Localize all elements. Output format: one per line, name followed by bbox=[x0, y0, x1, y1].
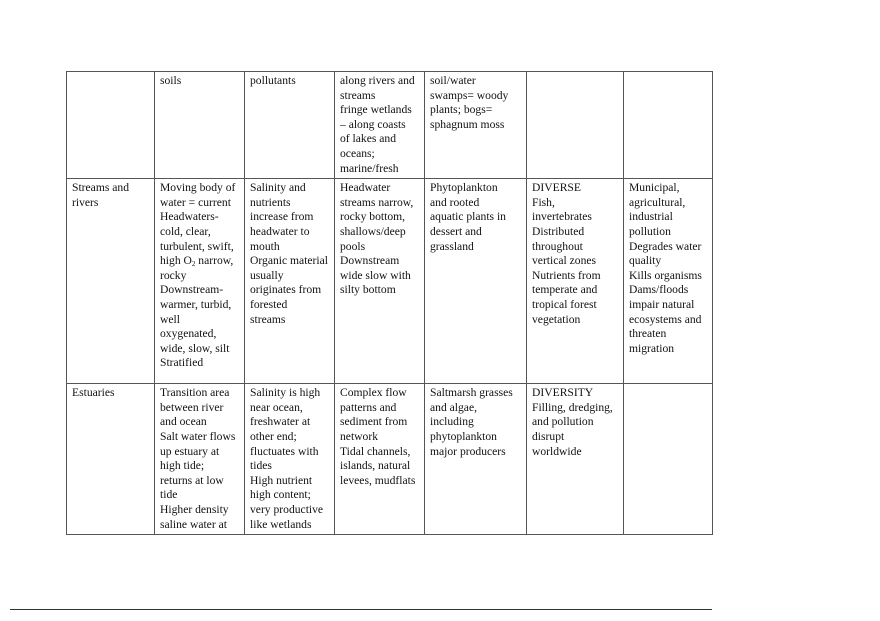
cell-text-line: and rooted bbox=[430, 195, 480, 209]
table-cell bbox=[155, 72, 245, 179]
cell-text-line: like wetlands bbox=[250, 517, 312, 531]
cell-text-line: rivers bbox=[72, 195, 99, 209]
cell-text-line: Saltmarsh grasses bbox=[430, 386, 513, 400]
cell-text-line: dessert and bbox=[430, 224, 482, 238]
cell-text-line: usually bbox=[250, 268, 284, 282]
cell-text-line: pollutants bbox=[250, 74, 296, 87]
table-row bbox=[67, 384, 713, 535]
cell-text-line: soils bbox=[160, 74, 182, 87]
cell-text-line: up estuary at bbox=[160, 444, 220, 458]
cell-text-line: turbulent, swift, bbox=[160, 239, 234, 253]
cell-text-line: temperate and bbox=[532, 283, 598, 297]
cell-text-line: Estuaries bbox=[72, 386, 115, 400]
cell-text-line: wide, slow, silt bbox=[160, 341, 230, 355]
cell-text-line: DIVERSE bbox=[532, 181, 581, 195]
cell-text-line: rocky bbox=[160, 268, 187, 282]
table-cell bbox=[527, 179, 624, 384]
cell-text-line: agricultural, bbox=[629, 195, 686, 209]
table-cell bbox=[335, 72, 425, 179]
cell-text-line: Downstream- bbox=[160, 283, 224, 297]
cell-text-line: streams bbox=[250, 312, 286, 326]
cell-text-line: Degrades water bbox=[629, 239, 702, 253]
table-cell bbox=[624, 72, 713, 179]
cell-text-line: high tide; bbox=[160, 459, 205, 473]
cell-text-line: worldwide bbox=[532, 444, 582, 458]
cell-text-line: warmer, turbid, bbox=[160, 297, 232, 311]
cell-text-line: industrial bbox=[629, 210, 673, 224]
cell-text-line: streams narrow, bbox=[340, 195, 414, 209]
table-cell bbox=[624, 384, 713, 535]
table-cell bbox=[245, 384, 335, 535]
cell-text-line: Streams and bbox=[72, 181, 129, 195]
cell-text-line: plants; bogs= bbox=[430, 103, 493, 117]
cell-text-line: and ocean bbox=[160, 415, 207, 429]
table-cell bbox=[67, 179, 155, 384]
cell-text-line: high $O_2$ narrow, bbox=[160, 254, 234, 269]
subscript: 2 bbox=[191, 260, 196, 269]
cell-text-line: Filling, dredging, bbox=[532, 400, 613, 414]
table-cell bbox=[245, 179, 335, 384]
cell-text-line: marine/fresh bbox=[340, 161, 399, 175]
cell-text-line: vegetation bbox=[532, 312, 581, 326]
cell-text-line: swamps= woody bbox=[430, 88, 509, 102]
cell-text-line: Organic material bbox=[250, 254, 329, 268]
cell-text-line: ecosystems and bbox=[629, 312, 702, 326]
cell-text-line: patterns and bbox=[340, 400, 397, 414]
cell-text-line: Downstream bbox=[340, 254, 400, 268]
cell-text-line: water = current bbox=[160, 195, 231, 209]
cell-text-line: originates from bbox=[250, 283, 322, 297]
cell-text-line: freshwater at bbox=[250, 415, 311, 429]
cell-text-line: very productive bbox=[250, 502, 324, 516]
cell-text-line: saline water at bbox=[160, 517, 227, 531]
cell-text-line: Higher density bbox=[160, 502, 229, 516]
table-cell bbox=[527, 72, 624, 179]
cell-text-line: Stratified bbox=[160, 356, 204, 370]
table-cell bbox=[425, 384, 527, 535]
cell-text-line: of lakes and bbox=[340, 132, 397, 146]
cell-text-line: sphagnum moss bbox=[430, 117, 505, 131]
footer-rule bbox=[10, 609, 712, 610]
table-cell bbox=[155, 384, 245, 535]
cell-text-line: tide bbox=[160, 488, 178, 502]
cell-text-line: and algae, bbox=[430, 400, 477, 414]
table-cell bbox=[155, 179, 245, 384]
cell-text-line: disrupt bbox=[532, 429, 565, 443]
table-cell bbox=[335, 179, 425, 384]
cell-text-line: rocky bottom, bbox=[340, 210, 406, 224]
cell-text-line: along rivers and bbox=[340, 74, 415, 87]
ecosystem-table bbox=[66, 71, 713, 535]
cell-text-line: fringe wetlands bbox=[340, 103, 412, 117]
cell-text-line: fluctuates with bbox=[250, 444, 319, 458]
cell-text-line: other end; bbox=[250, 429, 297, 443]
cell-text-line: aquatic plants in bbox=[430, 210, 506, 224]
cell-text-line: migration bbox=[629, 341, 675, 355]
cell-text-line: oxygenated, bbox=[160, 327, 217, 341]
cell-text-line: high content; bbox=[250, 488, 311, 502]
cell-text-line: Distributed bbox=[532, 224, 585, 238]
cell-text-line: forested bbox=[250, 297, 288, 311]
cell-text-line: throughout bbox=[532, 239, 583, 253]
cell-text-line: returns at low bbox=[160, 473, 224, 487]
cell-text-line: invertebrates bbox=[532, 210, 592, 224]
cell-text-line: major producers bbox=[430, 444, 506, 458]
table-cell bbox=[425, 179, 527, 384]
table-cell bbox=[335, 384, 425, 535]
table-cell bbox=[245, 72, 335, 179]
cell-text-line: Salinity and bbox=[250, 181, 306, 195]
cell-text-line: silty bottom bbox=[340, 283, 396, 297]
cell-text-line: and pollution bbox=[532, 415, 594, 429]
cell-text-line: levees, mudflats bbox=[340, 473, 416, 487]
cell-text-line: oceans; bbox=[340, 146, 375, 160]
cell-text-line: soil/water bbox=[430, 74, 476, 87]
cell-text-line: Headwater bbox=[340, 181, 391, 195]
cell-text-line: wide slow with bbox=[340, 268, 411, 282]
cell-text-line: Complex flow bbox=[340, 386, 407, 400]
cell-text-line: vertical zones bbox=[532, 254, 597, 268]
cell-text-line: Fish, bbox=[532, 195, 555, 209]
cell-text-line: Dams/floods bbox=[629, 283, 689, 297]
table-row bbox=[67, 179, 713, 384]
cell-text-line: Kills organisms bbox=[629, 268, 702, 282]
cell-text-line: sediment from bbox=[340, 415, 408, 429]
cell-text-line: network bbox=[340, 429, 378, 443]
cell-text-line: High nutrient bbox=[250, 473, 313, 487]
cell-text-line: streams bbox=[340, 88, 376, 102]
cell-text-line: Salt water flows bbox=[160, 429, 236, 443]
table-cell bbox=[624, 179, 713, 384]
cell-text-line: near ocean, bbox=[250, 400, 303, 414]
cell-text-line: tropical forest bbox=[532, 297, 597, 311]
cell-text-line: increase from bbox=[250, 210, 314, 224]
cell-text-line: grassland bbox=[430, 239, 474, 253]
table-cell bbox=[527, 384, 624, 535]
cell-text-line: Tidal channels, bbox=[340, 444, 411, 458]
cell-text-line: cold, clear, bbox=[160, 224, 211, 238]
cell-text-line: islands, natural bbox=[340, 459, 411, 473]
cell-text-line: Transition area bbox=[160, 386, 230, 400]
cell-text-line: phytoplankton bbox=[430, 429, 497, 443]
table-cell bbox=[67, 384, 155, 535]
cell-text-line: – along coasts bbox=[340, 117, 406, 131]
cell-text-line: mouth bbox=[250, 239, 280, 253]
cell-text-line: shallows/deep bbox=[340, 224, 406, 238]
cell-text-line: Municipal, bbox=[629, 181, 680, 195]
cell-text-line: pollution bbox=[629, 224, 671, 238]
cell-text-line: Nutrients from bbox=[532, 268, 601, 282]
cell-text-line: DIVERSITY bbox=[532, 386, 594, 400]
cell-text-line: pools bbox=[340, 239, 366, 253]
table-cell bbox=[425, 72, 527, 179]
cell-text-line: Phytoplankton bbox=[430, 181, 498, 195]
cell-text-line: impair natural bbox=[629, 297, 695, 311]
cell-text-line: Salinity is high bbox=[250, 386, 321, 400]
cell-text-line: including bbox=[430, 415, 474, 429]
cell-text-line: between river bbox=[160, 400, 224, 414]
cell-text-line: threaten bbox=[629, 327, 667, 341]
table-row bbox=[67, 72, 713, 179]
cell-text-line: Headwaters- bbox=[160, 210, 219, 224]
cell-text-line: well bbox=[160, 312, 180, 326]
cell-text-line: headwater to bbox=[250, 224, 310, 238]
cell-text-line: nutrients bbox=[250, 195, 291, 209]
cell-text-line: Moving body of bbox=[160, 181, 236, 195]
cell-text-line: tides bbox=[250, 459, 272, 473]
table-cell bbox=[67, 72, 155, 179]
cell-text-line: quality bbox=[629, 254, 662, 268]
